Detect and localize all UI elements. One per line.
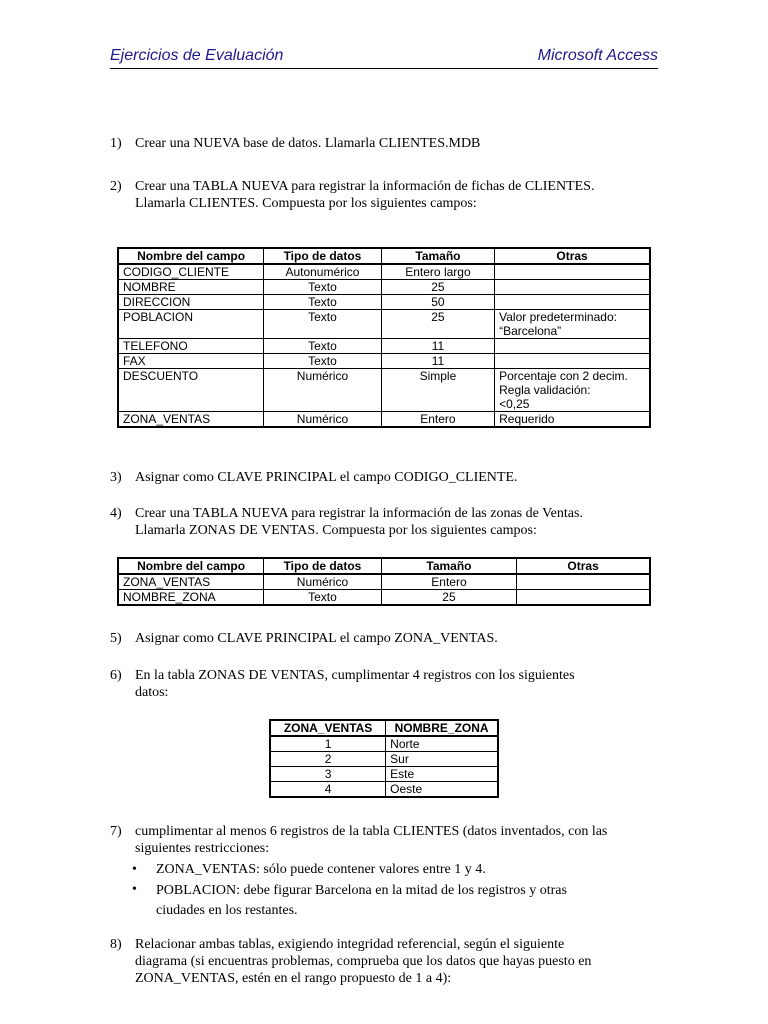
field-name-cell: CODIGO_CLIENTE (118, 264, 264, 280)
table-row (118, 369, 650, 412)
zonas-records-table (269, 719, 499, 798)
exercise-text-line: Crear una TABLA NUEVA para registrar la información de fichas de CLIENTES. (135, 179, 595, 194)
exercise-number: 2) (110, 179, 122, 194)
table-row (270, 767, 498, 782)
exercise-number: 4) (110, 506, 122, 521)
other-cell (517, 574, 650, 590)
field-name-cell: FAX (118, 354, 264, 369)
table-row (270, 736, 498, 752)
data-type-cell: Texto (264, 339, 382, 354)
field-name-cell: DESCUENTO (118, 369, 264, 412)
other-line: “Barcelona” (499, 324, 562, 338)
table-row (118, 590, 650, 606)
data-type-cell: Numérico (264, 369, 382, 412)
column-header: Tamaño (381, 558, 516, 574)
field-name-cell: POBLACION (118, 310, 264, 339)
field-name-cell: DIRECCION (118, 295, 264, 310)
data-type-cell: Texto (264, 590, 382, 606)
table-header-row (118, 248, 650, 264)
exercise-text-line: Llamarla CLIENTES. Compuesta por los siguientes campos: (135, 196, 477, 211)
zone-name-cell: Oeste (386, 782, 498, 798)
table-row (270, 782, 498, 798)
size-cell: Simple (381, 369, 494, 412)
size-cell: Entero (381, 412, 494, 428)
table-row (118, 339, 650, 354)
bullet-icon: • (132, 862, 137, 877)
other-cell (495, 354, 650, 369)
field-name-cell: NOMBRE_ZONA (118, 590, 264, 606)
data-type-cell: Texto (264, 310, 382, 339)
other-cell (495, 280, 650, 295)
exercise-text-line: Llamarla ZONAS DE VENTAS. Compuesta por los siguientes campos: (135, 523, 537, 538)
other-cell (495, 264, 650, 280)
exercise-number: 6) (110, 668, 122, 683)
zone-id-cell: 3 (270, 767, 386, 782)
field-name-cell: NOMBRE (118, 280, 264, 295)
column-header: Otras (517, 558, 650, 574)
other-cell (495, 295, 650, 310)
exercise-number: 5) (110, 631, 122, 646)
zone-id-cell: 1 (270, 736, 386, 752)
column-header: Tipo de datos (264, 248, 382, 264)
table-row (118, 264, 650, 280)
exercise-text-line: ZONA_VENTAS, estén en el rango propuesto de 1 a 4): (135, 971, 452, 986)
other-cell (495, 310, 650, 339)
column-header: Tamaño (381, 248, 494, 264)
table-row (270, 752, 498, 767)
exercise-number: 7) (110, 824, 122, 839)
bullet-text-line: POBLACION: debe figurar Barcelona en la mitad de los registros y otras (156, 883, 567, 898)
data-type-cell: Autonumérico (264, 264, 382, 280)
table-row (118, 280, 650, 295)
header-title-right: Microsoft Access (537, 47, 658, 64)
bullet-text-line: ciudades en los restantes. (156, 903, 298, 918)
table-header-row (270, 720, 498, 736)
data-type-cell: Texto (264, 354, 382, 369)
zone-id-cell: 2 (270, 752, 386, 767)
other-line: Valor predeterminado: (499, 310, 617, 324)
size-cell: 25 (381, 310, 494, 339)
column-header: Nombre del campo (118, 248, 264, 264)
other-line: Regla validación: (499, 383, 591, 397)
table-row (118, 295, 650, 310)
clientes-fields-table (117, 247, 651, 428)
bullet-icon: • (132, 882, 137, 897)
table-row (118, 412, 650, 428)
exercise-text: Crear una NUEVA base de datos. Llamarla CLIENTES.MDB (135, 136, 481, 151)
exercise-text-line: Relacionar ambas tablas, exigiendo integridad referencial, según el siguiente (135, 937, 565, 952)
other-cell (495, 369, 650, 412)
table-row (118, 574, 650, 590)
exercise-text: Asignar como CLAVE PRINCIPAL el campo ZONA_VENTAS. (135, 631, 498, 646)
zone-name-cell: Norte (386, 736, 498, 752)
other-cell (517, 590, 650, 606)
size-cell: Entero (381, 574, 516, 590)
size-cell: 25 (381, 590, 516, 606)
column-header: Tipo de datos (264, 558, 382, 574)
zone-name-cell: Este (386, 767, 498, 782)
header-title-left: Ejercicios de Evaluación (110, 47, 284, 64)
field-name-cell: TELEFONO (118, 339, 264, 354)
exercise-text-line: En la tabla ZONAS DE VENTAS, cumplimentar 4 registros con los siguientes (135, 668, 575, 683)
exercise-number: 1) (110, 136, 122, 151)
field-name-cell: ZONA_VENTAS (118, 412, 264, 428)
page-header (110, 46, 658, 69)
zone-id-cell: 4 (270, 782, 386, 798)
other-cell: Requerido (495, 412, 650, 428)
data-type-cell: Numérico (264, 412, 382, 428)
exercise-number: 8) (110, 937, 122, 952)
zonas-fields-table (117, 557, 651, 606)
size-cell: 11 (381, 354, 494, 369)
exercise-text: Asignar como CLAVE PRINCIPAL el campo CODIGO_CLIENTE. (135, 470, 518, 485)
field-name-cell: ZONA_VENTAS (118, 574, 264, 590)
other-line: <0,25 (499, 397, 530, 411)
table-row (118, 354, 650, 369)
table-row (118, 310, 650, 339)
column-header: NOMBRE_ZONA (386, 720, 498, 736)
exercise-text-line: Crear una TABLA NUEVA para registrar la información de las zonas de Ventas. (135, 506, 583, 521)
column-header: ZONA_VENTAS (270, 720, 386, 736)
other-cell (495, 339, 650, 354)
data-type-cell: Texto (264, 280, 382, 295)
column-header: Nombre del campo (118, 558, 264, 574)
table-header-row (118, 558, 650, 574)
size-cell: 25 (381, 280, 494, 295)
exercise-text-line: siguientes restricciones: (135, 841, 270, 856)
zone-name-cell: Sur (386, 752, 498, 767)
exercise-text-line: datos: (135, 685, 169, 700)
other-line: Porcentaje con 2 decim. (499, 369, 628, 383)
exercise-text-line: cumplimentar al menos 6 registros de la tabla CLIENTES (datos inventados, con las (135, 824, 608, 839)
column-header: Otras (495, 248, 650, 264)
size-cell: 50 (381, 295, 494, 310)
size-cell: Entero largo (381, 264, 494, 280)
bullet-text: ZONA_VENTAS: sólo puede contener valores entre 1 y 4. (156, 862, 486, 877)
exercise-number: 3) (110, 470, 122, 485)
size-cell: 11 (381, 339, 494, 354)
exercise-text-line: diagrama (si encuentras problemas, comprueba que los datos que hayas puesto en (135, 954, 592, 969)
data-type-cell: Numérico (264, 574, 382, 590)
data-type-cell: Texto (264, 295, 382, 310)
